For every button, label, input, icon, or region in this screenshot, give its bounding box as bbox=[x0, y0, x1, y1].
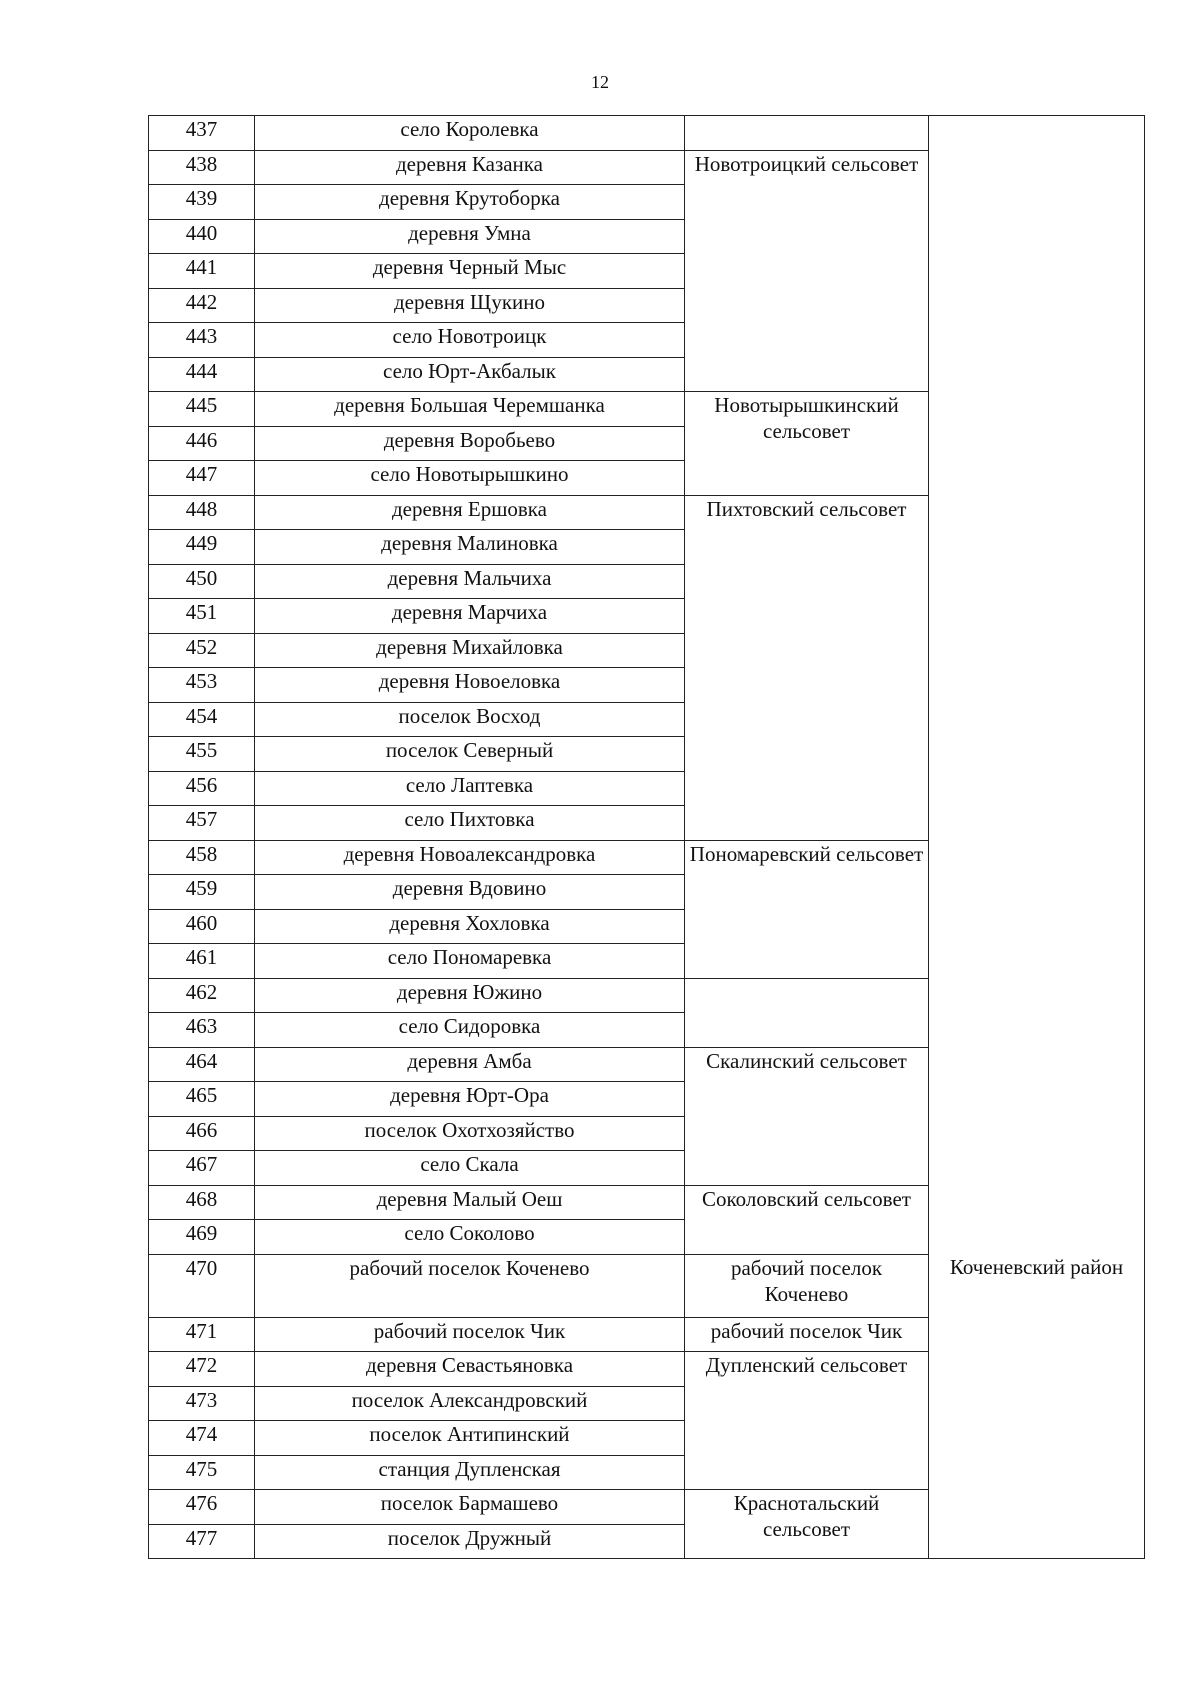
council-cell bbox=[685, 978, 929, 1047]
settlement-name: деревня Севастьяновка bbox=[255, 1352, 685, 1387]
row-number: 445 bbox=[149, 392, 255, 427]
settlement-name: село Скала bbox=[255, 1151, 685, 1186]
settlement-name: село Сидоровка bbox=[255, 1013, 685, 1048]
row-number: 458 bbox=[149, 840, 255, 875]
row-number: 465 bbox=[149, 1082, 255, 1117]
settlement-name: деревня Амба bbox=[255, 1047, 685, 1082]
table-row bbox=[149, 116, 1145, 151]
row-number: 456 bbox=[149, 771, 255, 806]
settlement-name: деревня Воробьево bbox=[255, 426, 685, 461]
settlements-table bbox=[148, 115, 1145, 1559]
row-number: 455 bbox=[149, 737, 255, 772]
settlement-name: деревня Малый Оеш bbox=[255, 1185, 685, 1220]
row-number: 463 bbox=[149, 1013, 255, 1048]
row-number: 438 bbox=[149, 150, 255, 185]
row-number: 446 bbox=[149, 426, 255, 461]
council-cell: Новотырышкинский сельсовет bbox=[685, 392, 929, 496]
council-cell: рабочий поселок Коченево bbox=[685, 1254, 929, 1317]
settlement-name: село Королевка bbox=[255, 116, 685, 151]
settlement-name: деревня Черный Мыс bbox=[255, 254, 685, 289]
settlement-name: деревня Новоалександровка bbox=[255, 840, 685, 875]
settlement-name: деревня Хохловка bbox=[255, 909, 685, 944]
row-number: 462 bbox=[149, 978, 255, 1013]
settlement-name: поселок Александровский bbox=[255, 1386, 685, 1421]
settlement-name: поселок Северный bbox=[255, 737, 685, 772]
row-number: 437 bbox=[149, 116, 255, 151]
row-number: 476 bbox=[149, 1490, 255, 1525]
row-number: 457 bbox=[149, 806, 255, 841]
row-number: 459 bbox=[149, 875, 255, 910]
row-number: 443 bbox=[149, 323, 255, 358]
row-number: 473 bbox=[149, 1386, 255, 1421]
council-cell: рабочий поселок Чик bbox=[685, 1317, 929, 1352]
settlement-name: деревня Щукино bbox=[255, 288, 685, 323]
council-cell: Соколовский сельсовет bbox=[685, 1185, 929, 1254]
settlement-name: поселок Бармашево bbox=[255, 1490, 685, 1525]
settlement-name: деревня Марчиха bbox=[255, 599, 685, 634]
council-cell: Пихтовский сельсовет bbox=[685, 495, 929, 840]
row-number: 449 bbox=[149, 530, 255, 565]
settlement-name: поселок Восход bbox=[255, 702, 685, 737]
row-number: 468 bbox=[149, 1185, 255, 1220]
row-number: 452 bbox=[149, 633, 255, 668]
settlement-name: деревня Вдовино bbox=[255, 875, 685, 910]
council-cell: Краснотальский сельсовет bbox=[685, 1490, 929, 1559]
settlement-name: село Пихтовка bbox=[255, 806, 685, 841]
row-number: 447 bbox=[149, 461, 255, 496]
row-number: 464 bbox=[149, 1047, 255, 1082]
row-number: 444 bbox=[149, 357, 255, 392]
settlement-name: деревня Казанка bbox=[255, 150, 685, 185]
table-row bbox=[149, 1254, 1145, 1317]
settlement-name: деревня Мальчиха bbox=[255, 564, 685, 599]
row-number: 453 bbox=[149, 668, 255, 703]
row-number: 470 bbox=[149, 1254, 255, 1317]
district-cell: Коченевский район bbox=[929, 1254, 1145, 1559]
settlement-name: деревня Новоеловка bbox=[255, 668, 685, 703]
row-number: 471 bbox=[149, 1317, 255, 1352]
settlement-name: деревня Ершовка bbox=[255, 495, 685, 530]
row-number: 448 bbox=[149, 495, 255, 530]
row-number: 469 bbox=[149, 1220, 255, 1255]
row-number: 474 bbox=[149, 1421, 255, 1456]
settlement-name: село Соколово bbox=[255, 1220, 685, 1255]
settlement-name: рабочий поселок Чик bbox=[255, 1317, 685, 1352]
page-number: 12 bbox=[591, 72, 609, 92]
row-number: 467 bbox=[149, 1151, 255, 1186]
row-number: 460 bbox=[149, 909, 255, 944]
settlement-name: деревня Крутоборка bbox=[255, 185, 685, 220]
settlement-name: село Лаптевка bbox=[255, 771, 685, 806]
row-number: 439 bbox=[149, 185, 255, 220]
council-cell: Пономаревский сельсовет bbox=[685, 840, 929, 978]
district-cell-upper bbox=[929, 116, 1145, 1255]
settlement-name: деревня Умна bbox=[255, 219, 685, 254]
settlement-name: село Пономаревка bbox=[255, 944, 685, 979]
row-number: 475 bbox=[149, 1455, 255, 1490]
settlement-name: поселок Дружный bbox=[255, 1524, 685, 1559]
row-number: 461 bbox=[149, 944, 255, 979]
settlement-name: поселок Охотхозяйство bbox=[255, 1116, 685, 1151]
settlement-name: деревня Южино bbox=[255, 978, 685, 1013]
row-number: 440 bbox=[149, 219, 255, 254]
settlement-name: деревня Юрт-Ора bbox=[255, 1082, 685, 1117]
council-cell: Новотроицкий сельсовет bbox=[685, 150, 929, 392]
settlement-name: рабочий поселок Коченево bbox=[255, 1254, 685, 1317]
row-number: 477 bbox=[149, 1524, 255, 1559]
settlement-name: деревня Михайловка bbox=[255, 633, 685, 668]
settlement-name: село Юрт-Акбалык bbox=[255, 357, 685, 392]
row-number: 450 bbox=[149, 564, 255, 599]
settlement-name: деревня Малиновка bbox=[255, 530, 685, 565]
row-number: 442 bbox=[149, 288, 255, 323]
row-number: 472 bbox=[149, 1352, 255, 1387]
council-cell: Скалинский сельсовет bbox=[685, 1047, 929, 1185]
settlement-name: село Новотырышкино bbox=[255, 461, 685, 496]
settlement-name: поселок Антипинский bbox=[255, 1421, 685, 1456]
row-number: 466 bbox=[149, 1116, 255, 1151]
row-number: 454 bbox=[149, 702, 255, 737]
council-cell: Дупленский сельсовет bbox=[685, 1352, 929, 1490]
row-number: 451 bbox=[149, 599, 255, 634]
council-cell bbox=[685, 116, 929, 151]
row-number: 441 bbox=[149, 254, 255, 289]
settlement-name: село Новотроицк bbox=[255, 323, 685, 358]
settlement-name: станция Дупленская bbox=[255, 1455, 685, 1490]
settlement-name: деревня Большая Черемшанка bbox=[255, 392, 685, 427]
